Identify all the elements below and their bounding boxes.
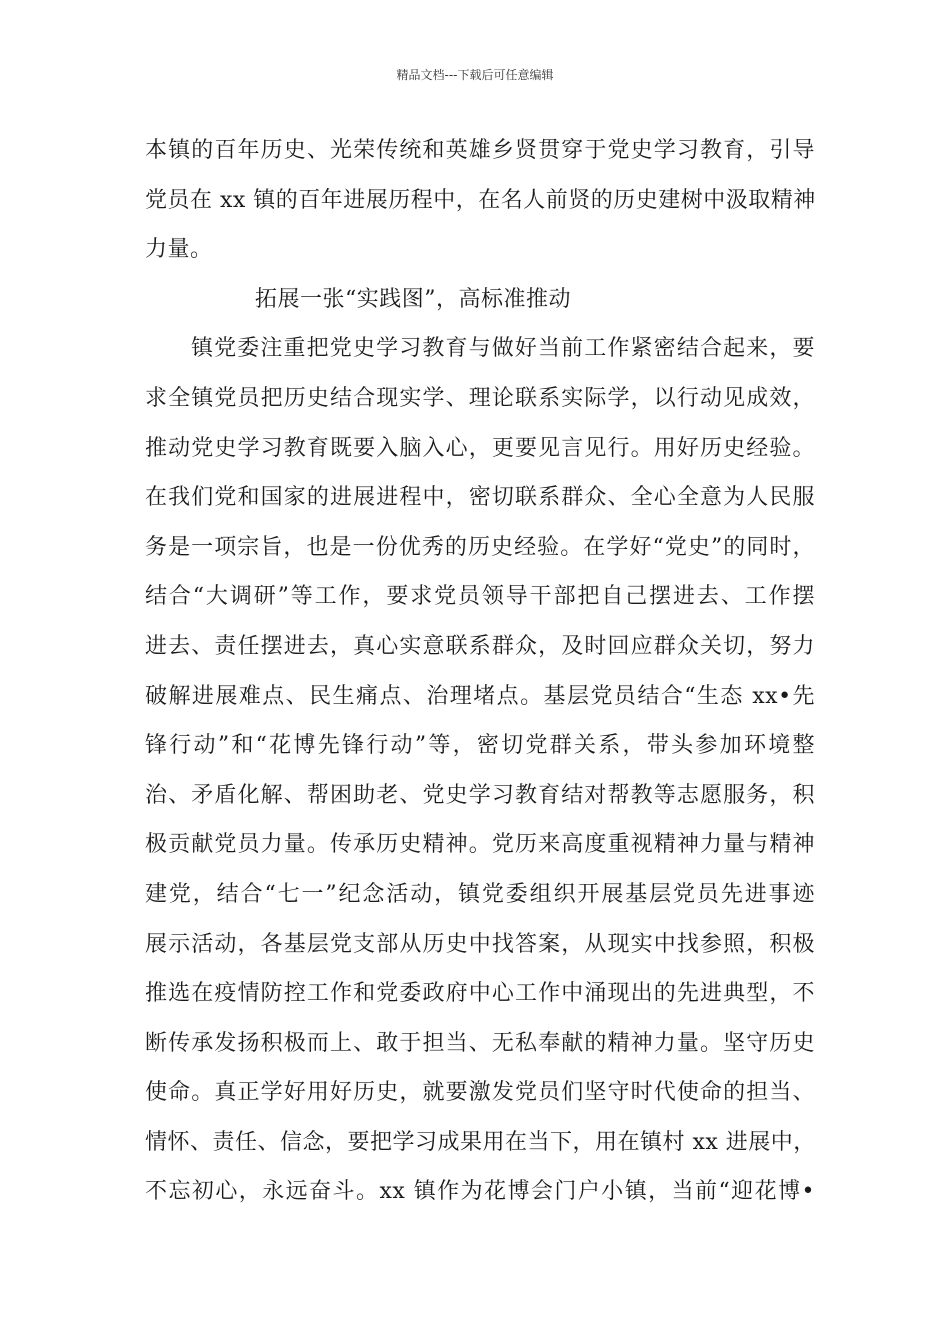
body-line: 本镇的百年历史、光荣传统和英雄乡贤贯穿于党史学习教育，引导 (145, 138, 815, 163)
body-line: 不忘初心，永远奋斗。xx 镇作为花博会门户小镇，当前“迎花博• (145, 1179, 815, 1205)
document-body (145, 132, 815, 1223)
body-line: 破解进展难点、民生痛点、治理堵点。基层党员结合“生态 xx•先 (145, 683, 815, 709)
body-line: 建党，结合“七一”纪念活动，镇党委组织开展基层党员先进事迹 (145, 881, 815, 907)
page-header: 精品文档---下载后可任意编辑 (396, 68, 554, 82)
body-line: 推选在疫情防控工作和党委政府中心工作中涌现出的先进典型，不 (145, 981, 815, 1007)
body-line: 镇党委注重把党史学习教育与做好当前工作紧密结合起来，要 (191, 336, 815, 362)
section-heading: 拓展一张“实践图”，高标准推动 (255, 286, 571, 312)
body-line: 务是一项宗旨，也是一份优秀的历史经验。在学好“党史”的同时， (145, 534, 815, 560)
body-line: 党员在 xx 镇的百年进展历程中，在名人前贤的历史建树中汲取精神 (145, 187, 816, 213)
body-line: 极贡献党员力量。传承历史精神。党历来高度重视精神力量与精神 (145, 832, 815, 858)
body-line: 情怀、责任、信念，要把学习成果用在当下，用在镇村 xx 进展中， (145, 1129, 816, 1155)
body-line: 力量。 (145, 237, 213, 263)
body-line: 使命。真正学好用好历史，就要激发党员们坚守时代使命的担当、 (145, 1080, 815, 1106)
body-line: 推动党史学习教育既要入脑入心，更要见言见行。用好历史经验。 (145, 435, 815, 461)
body-line: 在我们党和国家的进展进程中，密切联系群众、全心全意为人民服 (145, 485, 815, 511)
body-line: 断传承发扬积极而上、敢于担当、无私奉献的精神力量。坚守历史 (145, 1030, 815, 1056)
body-line: 展示活动，各基层党支部从历史中找答案，从现实中找参照，积极 (145, 931, 815, 957)
body-line: 进去、责任摆进去，真心实意联系群众，及时回应群众关切，努力 (145, 633, 815, 659)
body-line: 治、矛盾化解、帮困助老、党史学习教育结对帮教等志愿服务，积 (145, 782, 815, 808)
body-line: 求全镇党员把历史结合现实学、理论联系实际学，以行动见成效， (145, 385, 815, 411)
body-line: 锋行动”和“花博先锋行动”等，密切党群关系，带头参加环境整 (145, 733, 815, 759)
body-line: 结合“大调研”等工作，要求党员领导干部把自己摆进去、工作摆 (145, 584, 815, 610)
